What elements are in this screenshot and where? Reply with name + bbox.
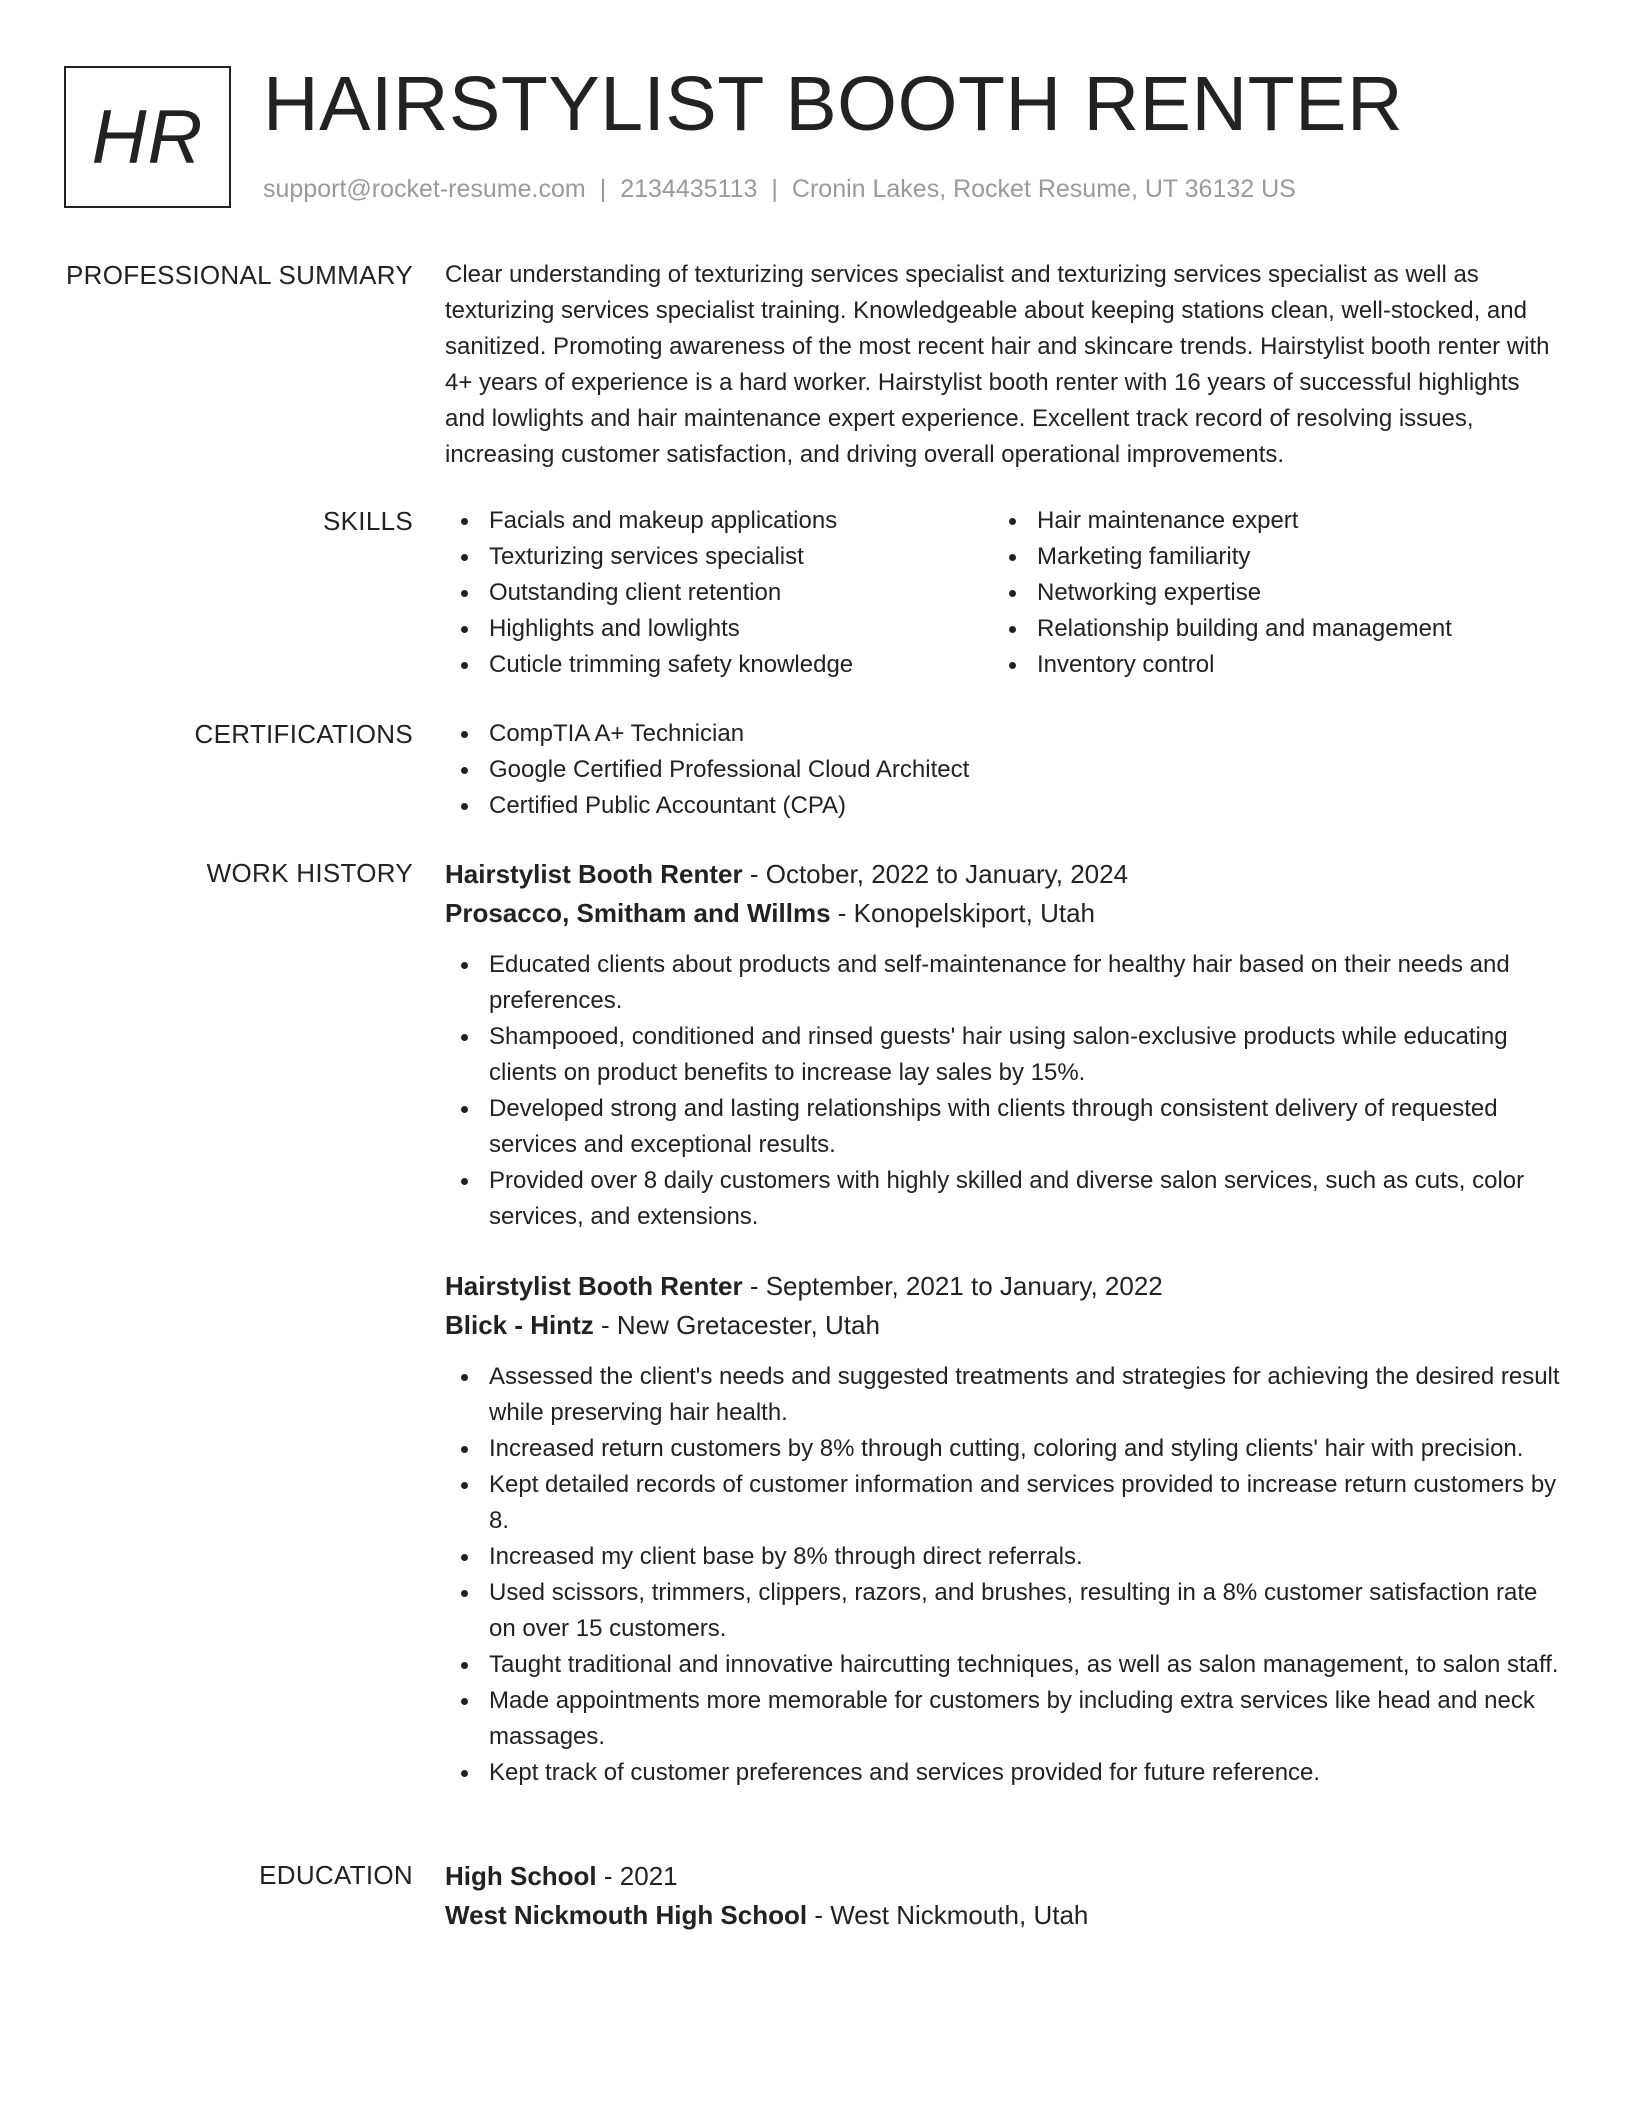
skill-item: Facials and makeup applications [445, 503, 993, 539]
job-title: Hairstylist Booth Renter [445, 1271, 743, 1301]
job-bullet: Provided over 8 daily customers with highly skilled and diverse salon services, such as cuts, color services, and extensions. [445, 1163, 1565, 1235]
job-title: Hairstylist Booth Renter [445, 859, 743, 889]
education-year: - 2021 [596, 1861, 678, 1891]
job-bullet: Made appointments more memorable for customers by including extra services like head and neck massages. [445, 1683, 1565, 1755]
certification-item: Google Certified Professional Cloud Architect [445, 752, 1565, 788]
certification-item: Certified Public Accountant (CPA) [445, 788, 1565, 824]
job-bullets [445, 947, 1565, 1235]
work-history-body [445, 855, 1565, 1791]
contact-separator: | [771, 175, 778, 203]
job-entry [445, 1267, 1565, 1791]
education-school-line [445, 1896, 1565, 1935]
job-bullet: Increased my client base by 8% through direct referrals. [445, 1539, 1565, 1575]
job-company-line [445, 1306, 1565, 1345]
skill-item: Marketing familiarity [993, 539, 1541, 575]
job-bullets [445, 1359, 1565, 1791]
monogram-initials: HR [91, 94, 204, 180]
skill-item: Inventory control [993, 647, 1541, 683]
resume-header [64, 61, 1568, 208]
contact-phone: 2134435113 [620, 175, 758, 203]
job-bullet: Taught traditional and innovative haircutting techniques, as well as salon management, to salon staff. [445, 1647, 1565, 1683]
skills-column-right [993, 503, 1541, 683]
contact-line [263, 174, 1296, 204]
job-bullet: Assessed the client's needs and suggested treatments and strategies for achieving the desired result while preserving hair health. [445, 1359, 1565, 1431]
job-location: - New Gretacester, Utah [593, 1310, 880, 1340]
contact-email: support@rocket-resume.com [263, 175, 586, 203]
job-dates: - September, 2021 to January, 2022 [742, 1271, 1163, 1301]
contact-separator: | [599, 175, 607, 203]
certifications-list [445, 716, 1565, 824]
education-location: - West Nickmouth, Utah [807, 1900, 1089, 1930]
job-bullet: Kept detailed records of customer information and services provided to increase return customers by 8. [445, 1467, 1565, 1539]
education-school: West Nickmouth High School [445, 1900, 808, 1930]
job-location: - Konopelskiport, Utah [830, 898, 1096, 928]
job-bullet: Educated clients about products and self-maintenance for healthy hair based on their needs and preferences. [445, 947, 1565, 1019]
job-entry [445, 855, 1565, 1235]
skills-column-left [445, 503, 993, 683]
education-degree-line [445, 1857, 1565, 1896]
job-company: Blick - Hintz [445, 1310, 594, 1340]
section-label-certifications: CERTIFICATIONS [194, 719, 413, 749]
summary-text: Clear understanding of texturizing services specialist and texturizing services specialist as well as texturizing services specialist training. Knowledgeable about keeping stations clean, well-stocked, and sanitized. Promoting awareness of the most recent hair and skincare trends. Hairstylist booth renter with 4+ years of experience is a hard worker. Hairstylist booth renter with 16 years of successful highlights and lowlights and hair maintenance expert experience. Excellent track record of resolving issues, increasing customer satisfaction, and driving overall operational improvements. [445, 261, 1550, 468]
skills-list [445, 503, 1565, 683]
skill-item: Cuticle trimming safety knowledge [445, 647, 993, 683]
candidate-name: HAIRSTYLIST BOOTH RENTER [263, 61, 1404, 147]
skill-item: Relationship building and management [993, 611, 1541, 647]
job-bullet: Increased return customers by 8% through cutting, coloring and styling clients' hair with precision. [445, 1431, 1565, 1467]
job-company-line [445, 894, 1565, 933]
job-title-line [445, 855, 1565, 894]
job-dates: - October, 2022 to January, 2024 [742, 859, 1129, 889]
monogram-box [64, 66, 231, 208]
job-bullet: Kept track of customer preferences and services provided for future reference. [445, 1755, 1565, 1791]
skill-item: Outstanding client retention [445, 575, 993, 611]
job-title-line [445, 1267, 1565, 1306]
skill-item: Networking expertise [993, 575, 1541, 611]
contact-address: Cronin Lakes, Rocket Resume, UT 36132 US [791, 175, 1296, 203]
education-degree: High School [445, 1861, 597, 1891]
skill-item: Highlights and lowlights [445, 611, 993, 647]
skill-item: Texturizing services specialist [445, 539, 993, 575]
section-label-education: EDUCATION [259, 1860, 413, 1890]
section-label-work-history: WORK HISTORY [206, 858, 413, 888]
job-company: Prosacco, Smitham and Willms [445, 898, 831, 928]
job-bullet: Developed strong and lasting relationships with clients through consistent delivery of requested services and exceptional results. [445, 1091, 1565, 1163]
skill-item: Hair maintenance expert [993, 503, 1541, 539]
job-bullet: Shampooed, conditioned and rinsed guests' hair using salon-exclusive products while educating clients on product benefits to increase lay sales by 15%. [445, 1019, 1565, 1091]
job-bullet: Used scissors, trimmers, clippers, razors, and brushes, resulting in a 8% customer satisfaction rate on over 15 customers. [445, 1575, 1565, 1647]
section-label-skills: SKILLS [323, 506, 413, 536]
certification-item: CompTIA A+ Technician [445, 716, 1565, 752]
section-label-summary: PROFESSIONAL SUMMARY [66, 260, 413, 290]
education-body [445, 1857, 1565, 1935]
